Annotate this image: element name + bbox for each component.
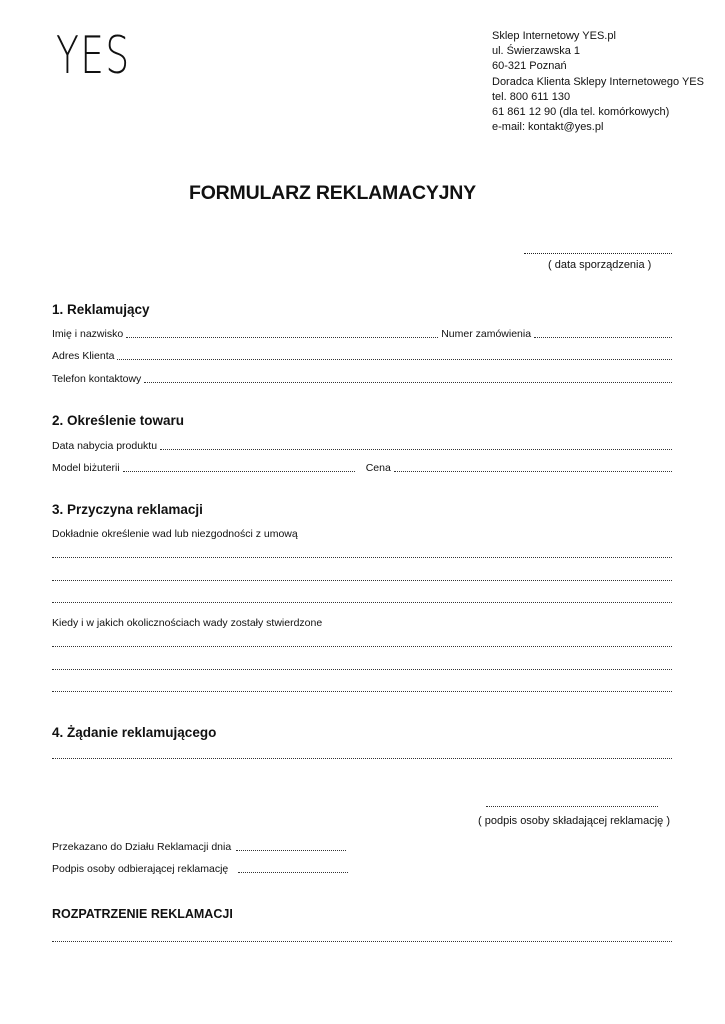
receiver-signature-label: Podpis osoby odbierającej reklamację: [52, 863, 229, 875]
order-number-label: Numer zamówienia: [441, 328, 532, 340]
yes-logo: YES: [56, 26, 131, 86]
review-heading: ROZPATRZENIE REKLAMACJI: [52, 907, 233, 921]
review-line[interactable]: [52, 940, 672, 942]
name-label: Imię i nazwisko: [52, 328, 124, 340]
circumstances-label: Kiedy i w jakich okolicznościach wady zostały stwierdzone: [52, 617, 323, 629]
purchase-date-label: Data nabycia produktu: [52, 440, 158, 452]
address-field[interactable]: [117, 355, 672, 360]
receiver-signature-field[interactable]: [238, 868, 348, 873]
purchase-date-row: [52, 438, 672, 452]
company-line: Doradca Klienta Sklepy Internetowego YES: [492, 75, 704, 88]
company-line: 61 861 12 90 (dla tel. komórkowych): [492, 106, 670, 119]
section-claimant-heading: 1. Reklamujący: [52, 302, 150, 317]
model-label: Model biżuterii: [52, 462, 120, 474]
company-line: Sklep Internetowy YES.pl: [492, 30, 616, 42]
signature-label: ( podpis osoby składającej reklamację ): [478, 815, 670, 827]
model-field[interactable]: [123, 467, 355, 472]
date-field[interactable]: [524, 244, 672, 254]
circumstances-line-1[interactable]: [52, 645, 672, 647]
model-price-row: [52, 460, 672, 474]
section-reason-heading: 3. Przyczyna reklamacji: [52, 502, 203, 517]
address-row: [52, 348, 672, 362]
receiver-signature-row: [52, 861, 348, 875]
signature-field[interactable]: [486, 800, 658, 807]
company-info: [492, 29, 704, 135]
demand-line[interactable]: [52, 757, 672, 759]
price-label: Cena: [365, 462, 391, 474]
purchase-date-field[interactable]: [160, 445, 672, 450]
section-product-heading: 2. Określenie towaru: [52, 413, 185, 428]
company-line: tel. 800 611 130: [492, 90, 571, 103]
name-order-row: [52, 326, 672, 340]
defect-description-label: Dokładnie określenie wad lub niezgodności z umową: [52, 528, 298, 540]
address-label: Adres Klienta: [52, 350, 115, 362]
circumstances-line-2[interactable]: [52, 668, 672, 670]
defect-line-3[interactable]: [52, 601, 672, 603]
order-number-field[interactable]: [534, 333, 672, 338]
handover-date-field[interactable]: [236, 846, 346, 851]
price-field[interactable]: [394, 467, 672, 472]
company-line: 60-321 Poznań: [492, 60, 567, 73]
section-demand-heading: 4. Żądanie reklamującego: [52, 725, 217, 740]
company-email: e-mail: kontakt@yes.pl: [492, 121, 604, 134]
defect-line-2[interactable]: [52, 579, 672, 581]
date-label: ( data sporządzenia ): [548, 259, 652, 271]
handover-date-label: Przekazano do Działu Reklamacji dnia: [52, 841, 232, 853]
phone-label: Telefon kontaktowy: [52, 373, 142, 385]
circumstances-line-3[interactable]: [52, 690, 672, 692]
name-field[interactable]: [126, 333, 438, 338]
form-title: FORMULARZ REKLAMACYJNY: [188, 182, 476, 204]
phone-row: [52, 371, 672, 385]
company-line: ul. Świerzawska 1: [492, 45, 581, 58]
handover-date-row: [52, 839, 346, 853]
phone-field[interactable]: [144, 378, 672, 383]
defect-line-1[interactable]: [52, 556, 672, 558]
